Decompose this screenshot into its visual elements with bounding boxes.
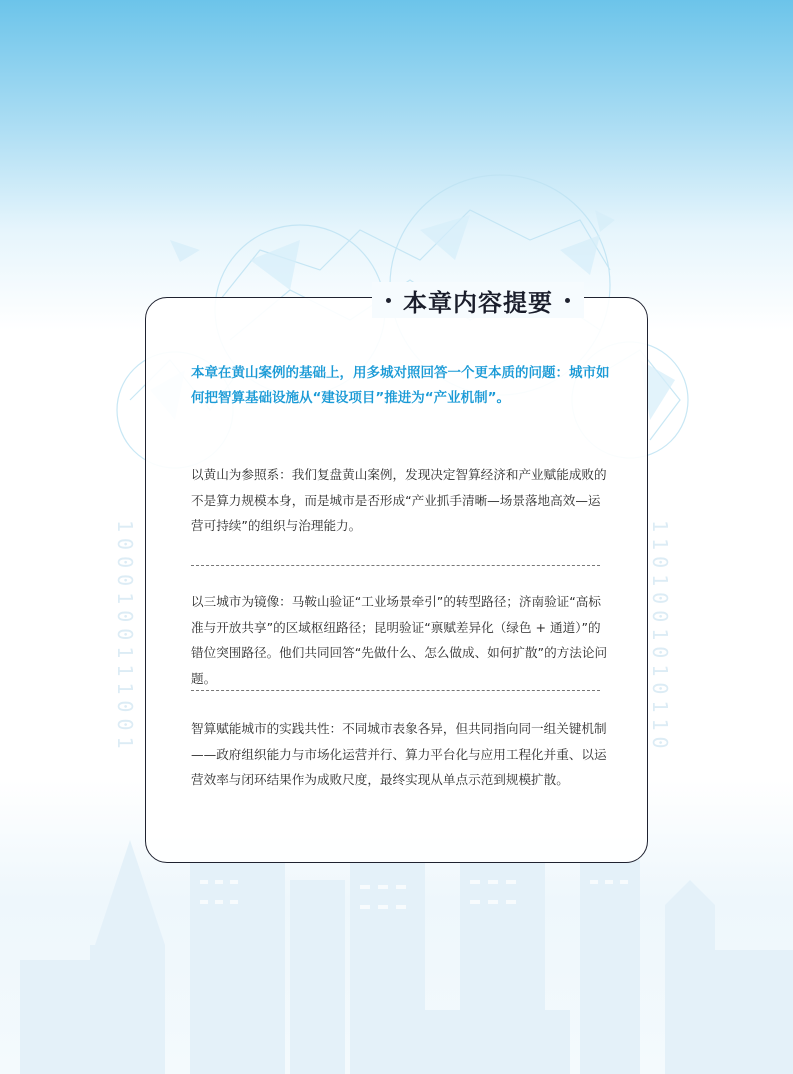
paragraph-commonality: 智算赋能城市的实践共性：不同城市表象各异，但共同指向同一组关键机制——政府组织能力与市场化运营并行、算力平台化与应用工程化并重、以运营效率与闭环结果作为成败尺度，最终实现从单点示范到规模扩散。 [191, 721, 607, 787]
paragraph-huangshan: 以黄山为参照系：我们复盘黄山案例，发现决定智算经济和产业赋能成败的不是算力规模本身，而是城市是否形成“产业抓手清晰—场景落地高效—运营可持续”的组织与治理能力。 [191, 467, 607, 533]
paragraph-three-cities: 以三城市为镜像：马鞍山验证“工业场景牵引”的转型路径；济南验证“高标准与开放共享”的区域枢纽路径；昆明验证“禀赋差异化（绿色 + 通道）”的错位突围路径。他们共同回答“先做什么、怎么做成、如何扩散”的方法论问题。 [191, 594, 608, 686]
dashed-divider [191, 690, 600, 691]
title-dot-left-icon [386, 298, 391, 303]
dashed-divider [191, 565, 600, 566]
binary-column-left: 1000100111001 [113, 520, 137, 755]
chapter-summary-header [372, 282, 584, 318]
binary-column-right: 1101001010110 [648, 520, 672, 755]
intro-text: 本章在黄山案例的基础上，用多城对照回答一个更本质的问题：城市如何把智算基础设施从“建设项目”推进为“产业机制”。 [191, 365, 610, 406]
page-title: 本章内容提要 [403, 288, 553, 317]
title-dot-right-icon [565, 298, 570, 303]
